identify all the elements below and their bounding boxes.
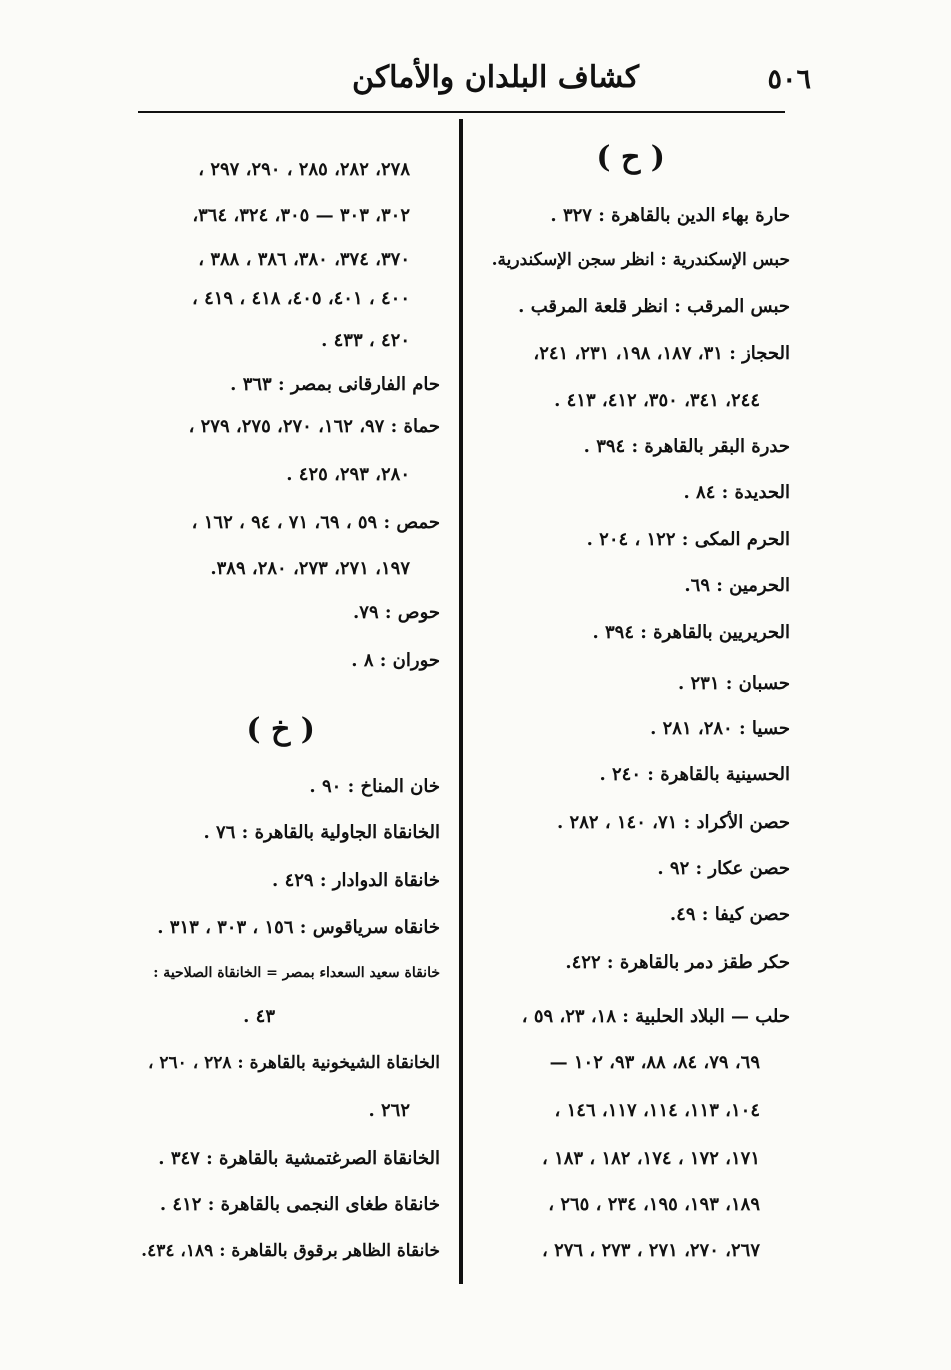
index-entry: حلب — البلاد الحلبية : ١٨، ٢٣، ٥٩ ، [521, 1006, 790, 1027]
column-divider [459, 119, 463, 1284]
index-entry: الخانقاة الصرغتمشية بالقاهرة : ٣٤٧ . [158, 1148, 440, 1169]
index-entry-continuation: ٢٧٨، ٢٨٢، ٢٨٥ ، ٢٩٠، ٢٩٧ ، [198, 159, 410, 180]
index-entry: حوران : ٨ . [351, 650, 440, 671]
index-entry: حماة : ٩٧، ١٦٢، ٢٧٠، ٢٧٥، ٢٧٩ ، [188, 416, 440, 437]
index-entry-continuation: ٢٤٤، ٣٤١، ٣٥٠، ٤١٢، ٤١٣ . [554, 390, 760, 411]
index-entry: الحرم المكى : ١٢٢ ، ٢٠٤ . [586, 529, 790, 550]
index-entry: الحديدة : ٨٤ . [683, 482, 790, 503]
index-entry: خانقاه سرياقوس : ١٥٦ ، ٣٠٣ ، ٣١٣ . [157, 917, 440, 938]
index-entry-continuation: ٣٠٢، ٣٠٣ — ٣٠٥، ٣٢٤، ٣٦٤، [192, 205, 410, 226]
index-entry: خانقاة طغاى النجمى بالقاهرة : ٤١٢ . [159, 1194, 440, 1215]
index-entry: خانقاة الدوادار : ٤٢٩ . [272, 870, 440, 891]
index-entry: الحجاز : ٣١، ١٨٧، ١٩٨، ٢٣١، ٢٤١، [533, 343, 790, 364]
index-entry-continuation: ٦٩، ٧٩، ٨٤، ٨٨، ٩٣، ١٠٢ — [549, 1052, 760, 1073]
index-entry: حصن عكار : ٩٢ . [657, 858, 790, 879]
index-entry: الخانقاة الجاولية بالقاهرة : ٧٦ . [203, 822, 440, 843]
index-entry: الخانقاة الشيخونية بالقاهرة : ٢٢٨ ، ٢٦٠ ، [147, 1053, 440, 1073]
index-entry: حسبان : ٢٣١ . [677, 673, 790, 694]
index-entry: الحريريين بالقاهرة : ٣٩٤ . [592, 622, 790, 643]
index-entry-continuation: ١٨٩، ١٩٣، ١٩٥، ٢٣٤ ، ٢٦٥ ، [548, 1194, 760, 1215]
header-rule [138, 111, 785, 113]
index-entry-continuation: ٢٨٠، ٢٩٣، ٤٢٥ . [286, 464, 410, 485]
page-number: ٥٠٦ [767, 64, 811, 95]
index-entry: خان المناخ : ٩٠ . [309, 776, 440, 797]
index-entry: حبس المرقب : انظر قلعة المرقب . [518, 296, 790, 317]
index-entry: حام الفارقانى بمصر : ٣٦٣ . [230, 374, 440, 395]
page-header [140, 58, 811, 108]
index-entry-continuation: ١٠٤، ١١٣، ١١٤، ١١٧، ١٤٦ ، [554, 1100, 760, 1121]
index-entry-continuation: ٢٦٢ . [368, 1100, 410, 1121]
index-entry: حوص : ٧٩. [353, 602, 440, 623]
index-entry: حمص : ٥٩ ، ٦٩، ٧١ ، ٩٤ ، ١٦٢ ، [191, 512, 440, 533]
index-entry: حصن الأكراد : ٧١، ١٤٠ ، ٢٨٢ . [556, 812, 790, 833]
index-entry-continuation: ١٩٧، ٢٧١، ٢٧٣، ٢٨٠، ٣٨٩. [210, 558, 410, 579]
index-entry-continuation: ١٧١، ١٧٢ ، ١٧٤، ١٨٢ ، ١٨٣ ، [542, 1148, 760, 1169]
index-entry: حارة بهاء الدين بالقاهرة : ٣٢٧ . [550, 205, 790, 226]
index-entry: حدرة البقر بالقاهرة : ٣٩٤ . [583, 436, 790, 457]
index-entry-continuation: ٤٢٠ ، ٤٣٣ . [321, 330, 410, 351]
running-title: كشاف البلدان والأماكن [352, 60, 640, 95]
index-entry-continuation: ٢٦٧، ٢٧٠، ٢٧١ ، ٢٧٣ ، ٢٧٦ ، [542, 1240, 760, 1261]
index-entry: الحرمين : ٦٩. [684, 575, 790, 596]
index-entry: حبس الإسكندرية : انظر سجن الإسكندرية. [491, 250, 790, 270]
index-entry: حصن كيفا : ٤٩. [669, 904, 790, 925]
index-entry: الحسينية بالقاهرة : ٢٤٠ . [599, 764, 790, 785]
index-entry: خانقاة سعيد السعداء بمصر = الخانقاة الصلاحية : [153, 965, 440, 981]
index-entry-continuation: ٣٧٠، ٣٧٤، ٣٨٠، ٣٨٦ ، ٣٨٨ ، [198, 249, 410, 270]
section-heading-ha: ( ح ) [596, 140, 665, 175]
index-entry-continuation: ٤٣ . [243, 1006, 275, 1027]
index-entry: حكر طقز دمر بالقاهرة : ٤٢٢. [565, 952, 790, 973]
index-entry: حسيا : ٢٨٠، ٢٨١ . [650, 718, 790, 739]
section-heading-kha: ( خ ) [246, 712, 315, 747]
index-entry-continuation: ٤٠٠ ، ٤٠١، ٤٠٥، ٤١٨ ، ٤١٩ ، [192, 288, 410, 309]
index-entry: خانقاة الظاهر برقوق بالقاهرة : ١٨٩، ٤٣٤. [141, 1241, 440, 1261]
